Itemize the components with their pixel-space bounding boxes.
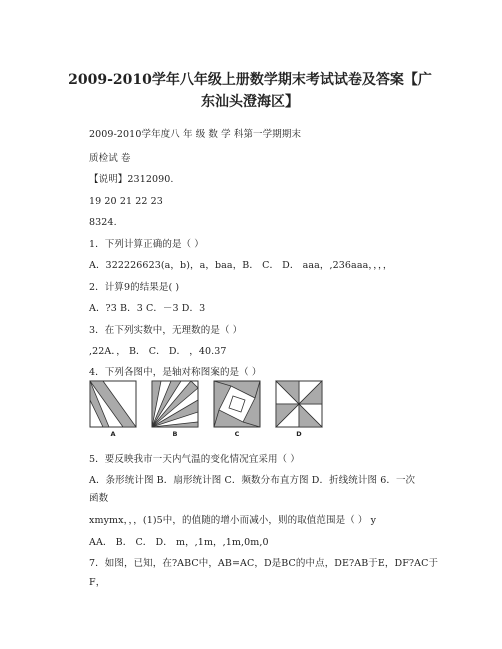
figure-d bbox=[275, 380, 323, 440]
question-2: 2．计算9的结果是( ) bbox=[89, 282, 180, 293]
figure-label-b: B bbox=[172, 430, 178, 438]
question-3-options: ,22A．， B． C． D． ，40.37 bbox=[89, 346, 227, 357]
question-5-options: A．条形统计图 B．扇形统计图 C．频数分布直方图 D．折线统计图 6．一次 bbox=[89, 475, 416, 486]
question-4-figures bbox=[89, 380, 329, 440]
document-title-line-2: 东汕头澄海区】 bbox=[201, 94, 299, 110]
question-6-options: AA． B． C． D． m，,1m，,1m,0m,0 bbox=[89, 537, 269, 548]
figure-c-diagram bbox=[213, 380, 261, 428]
question-4: 4．下列各图中，是轴对称图案的是（ ） bbox=[89, 367, 262, 378]
question-6: 函数 bbox=[89, 493, 109, 504]
figure-a bbox=[89, 380, 137, 440]
question-3: 3．在下列实数中，无理数的是（ ） bbox=[89, 325, 243, 336]
figure-d-diagram bbox=[275, 380, 323, 428]
figure-b bbox=[151, 380, 199, 440]
header-line: 质检试 卷 bbox=[89, 153, 131, 164]
figure-label-c: C bbox=[234, 430, 240, 438]
figure-b-diagram bbox=[151, 380, 199, 428]
figure-a-diagram bbox=[89, 380, 137, 428]
header-line: 2009-2010学年度八 年 级 数 学 科第一学期期末 bbox=[89, 129, 302, 140]
figure-label-d: D bbox=[296, 430, 302, 438]
figure-label-a: A bbox=[110, 430, 116, 438]
question-7: 7．如图，已知，在?ABC中，AB=AC，D是BC的中点，DE?AB于E，DF?AC于 bbox=[89, 558, 439, 569]
question-1-options: A．322226623(a，b)，a，baa，B． C． D． aaa，,236aaa，，，， bbox=[89, 260, 393, 271]
question-5: 5．要反映我市一天内气温的变化情况宜采用（ ） bbox=[89, 454, 300, 465]
document-title-line-1: 2009-2010学年八年级上册数学期末考试试卷及答案【广 bbox=[68, 72, 432, 88]
question-2-options: A．?3 B．3 C．－3 D．3 bbox=[89, 303, 206, 314]
question-7-continued: F， bbox=[89, 577, 106, 588]
figure-c bbox=[213, 380, 261, 440]
score-row: 19 20 21 22 23 bbox=[89, 196, 163, 207]
instruction-line: 【说明】2312090. bbox=[89, 174, 174, 185]
score-row: 8324. bbox=[89, 217, 117, 228]
question-1: 1．下列计算正确的是（ ） bbox=[89, 239, 204, 250]
question-6-body: xmymx，，，(1)5中，的值随的增小而减小，则的取值范围是（ ） y bbox=[89, 515, 377, 526]
